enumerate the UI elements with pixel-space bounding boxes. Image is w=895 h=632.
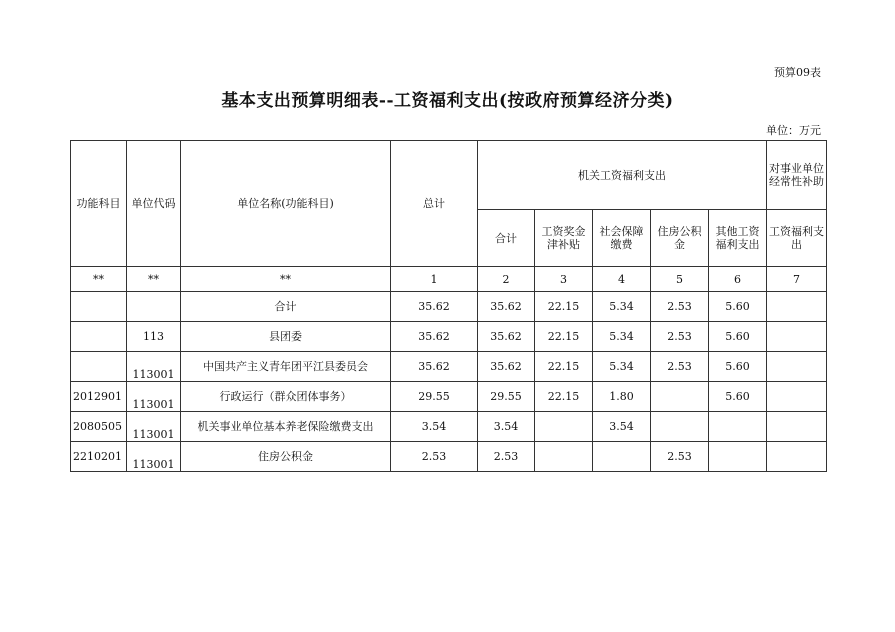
- index-cell: 6: [709, 267, 767, 292]
- index-cell: **: [127, 267, 181, 292]
- other-cell: 5.60: [709, 322, 767, 352]
- index-cell: **: [181, 267, 391, 292]
- func-code-cell: [71, 352, 127, 382]
- unit-name-cell: 住房公积金: [181, 442, 391, 472]
- unit-name-cell: 合计: [181, 292, 391, 322]
- other-cell: [709, 442, 767, 472]
- unit-code-cell: 113001: [127, 382, 181, 412]
- total-cell: 3.54: [391, 412, 478, 442]
- unit-name-cell: 中国共产主义青年团平江县委员会: [181, 352, 391, 382]
- table-row: [71, 352, 827, 382]
- inst-cell: [767, 412, 827, 442]
- header-inst-wage: 工资福利支出: [767, 210, 827, 267]
- housing-cell: 2.53: [651, 292, 709, 322]
- header-total: 总计: [391, 141, 478, 267]
- housing-cell: [651, 412, 709, 442]
- form-number: 预算09表: [774, 66, 821, 79]
- total-cell: 35.62: [391, 352, 478, 382]
- salary-cell: 22.15: [535, 352, 593, 382]
- index-cell: 4: [593, 267, 651, 292]
- header-org-group: 机关工资福利支出: [478, 141, 767, 210]
- social-cell: 3.54: [593, 412, 651, 442]
- inst-cell: [767, 442, 827, 472]
- header-other: 其他工资福利支出: [709, 210, 767, 267]
- header-inst-group: 对事业单位经常性补助: [767, 141, 827, 210]
- index-cell: 1: [391, 267, 478, 292]
- other-cell: 5.60: [709, 382, 767, 412]
- salary-cell: 22.15: [535, 322, 593, 352]
- housing-cell: [651, 382, 709, 412]
- index-cell: **: [71, 267, 127, 292]
- inst-cell: [767, 352, 827, 382]
- unit-name-cell: 行政运行（群众团体事务）: [181, 382, 391, 412]
- header-salary: 工资奖金津补贴: [535, 210, 593, 267]
- housing-cell: 2.53: [651, 322, 709, 352]
- housing-cell: 2.53: [651, 352, 709, 382]
- salary-cell: [535, 412, 593, 442]
- unit-code-cell: 113001: [127, 442, 181, 472]
- header-unit-name: 单位名称(功能科目): [181, 141, 391, 267]
- social-cell: 5.34: [593, 352, 651, 382]
- index-cell: 3: [535, 267, 593, 292]
- index-cell: 7: [767, 267, 827, 292]
- salary-cell: 22.15: [535, 382, 593, 412]
- header-social: 社会保障缴费: [593, 210, 651, 267]
- header-row-1: [71, 141, 827, 210]
- table-row: [71, 442, 827, 472]
- total-cell: 2.53: [391, 442, 478, 472]
- budget-table: [70, 140, 827, 472]
- unit-code-cell: [127, 292, 181, 322]
- total-cell: 29.55: [391, 382, 478, 412]
- housing-cell: 2.53: [651, 442, 709, 472]
- header-unit-code: 单位代码: [127, 141, 181, 267]
- other-cell: 5.60: [709, 292, 767, 322]
- index-cell: 5: [651, 267, 709, 292]
- unit-code-cell: 113: [127, 322, 181, 352]
- social-cell: 1.80: [593, 382, 651, 412]
- social-cell: 5.34: [593, 322, 651, 352]
- subtotal-cell: 35.62: [478, 322, 535, 352]
- total-cell: 35.62: [391, 322, 478, 352]
- inst-cell: [767, 382, 827, 412]
- table-row: [71, 382, 827, 412]
- table-row: [71, 292, 827, 322]
- unit-name-cell: 机关事业单位基本养老保险缴费支出: [181, 412, 391, 442]
- func-code-cell: 2210201: [71, 442, 127, 472]
- index-cell: 2: [478, 267, 535, 292]
- header-func-code: 功能科目: [71, 141, 127, 267]
- social-cell: [593, 442, 651, 472]
- other-cell: 5.60: [709, 352, 767, 382]
- subtotal-cell: 35.62: [478, 292, 535, 322]
- func-code-cell: [71, 322, 127, 352]
- func-code-cell: 2080505: [71, 412, 127, 442]
- other-cell: [709, 412, 767, 442]
- table-row: [71, 322, 827, 352]
- subtotal-cell: 3.54: [478, 412, 535, 442]
- func-code-cell: 2012901: [71, 382, 127, 412]
- total-cell: 35.62: [391, 292, 478, 322]
- subtotal-cell: 35.62: [478, 352, 535, 382]
- header-subtotal: 合计: [478, 210, 535, 267]
- unit-code-cell: 113001: [127, 412, 181, 442]
- page-title: 基本支出预算明细表--工资福利支出(按政府预算经济分类): [221, 91, 674, 111]
- table-row: [71, 412, 827, 442]
- salary-cell: [535, 442, 593, 472]
- subtotal-cell: 2.53: [478, 442, 535, 472]
- unit-name-cell: 县团委: [181, 322, 391, 352]
- unit-label: 单位：万元: [766, 124, 821, 137]
- salary-cell: 22.15: [535, 292, 593, 322]
- subtotal-cell: 29.55: [478, 382, 535, 412]
- unit-code-cell: 113001: [127, 352, 181, 382]
- inst-cell: [767, 322, 827, 352]
- social-cell: 5.34: [593, 292, 651, 322]
- inst-cell: [767, 292, 827, 322]
- func-code-cell: [71, 292, 127, 322]
- header-housing: 住房公积金: [651, 210, 709, 267]
- index-row: [71, 267, 827, 292]
